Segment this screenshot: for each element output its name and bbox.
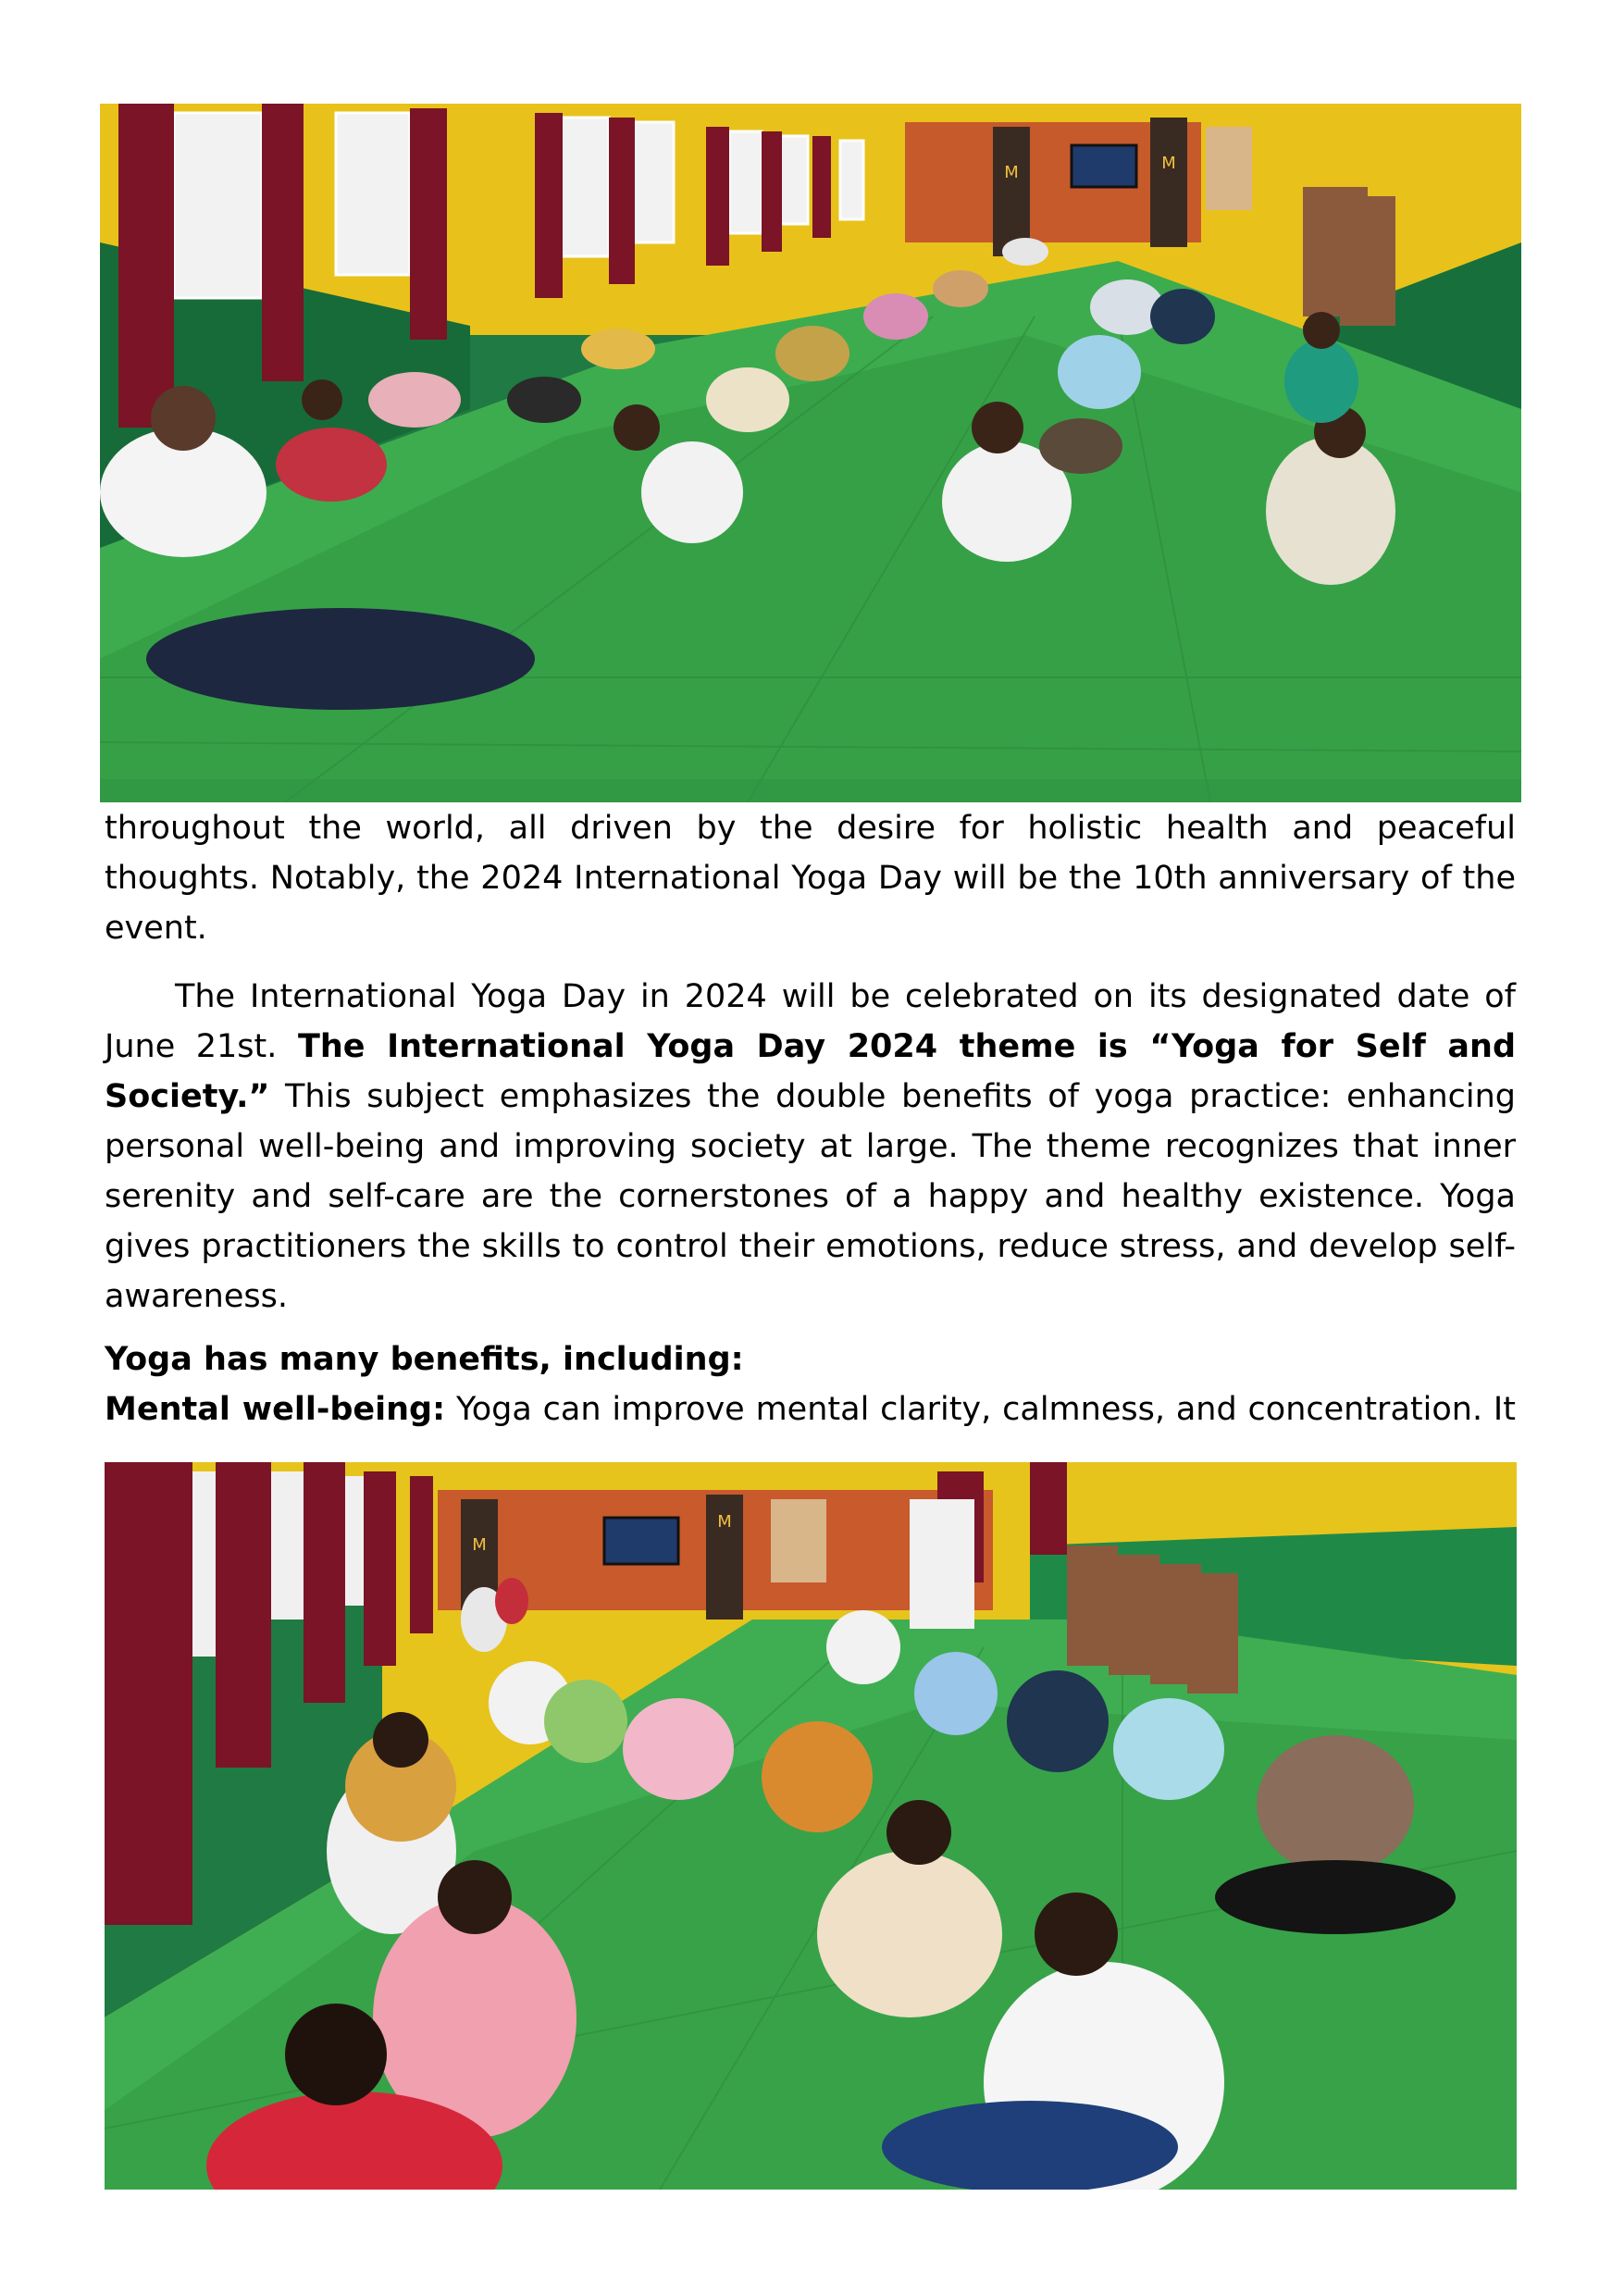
theme-statement: The International Yoga Day 2024 theme is “Yoga for Self and Society.”: [105, 1028, 1516, 1115]
theme-paragraph-body: This subject emphasizes the double benefits of yoga practice: enhancing personal well-being and improving society at large. The theme recognizes that inner serenity and self-care are the cornerstones of a happy and healthy existence. Yoga gives practitioners the skills to control their emotions, reduce stress, and develop self-awareness.: [105, 1078, 1516, 1315]
theme-paragraph: [105, 972, 1516, 1322]
mental-wellbeing-label: Mental well-being:: [105, 1391, 446, 1428]
svg-text:M: M: [1004, 163, 1019, 182]
mental-wellbeing-text: Yoga can improve mental clarity, calmness, and concentration. It: [445, 1391, 1516, 1428]
theme-paragraph-lead: The International Yoga Day in 2024 will be celebrated on its designated date of June 21st.: [105, 978, 1516, 1065]
svg-text:M: M: [1161, 154, 1176, 173]
mental-wellbeing-line: [105, 1384, 1516, 1434]
svg-text:M: M: [472, 1535, 487, 1555]
yoga-session-seated-stretch-photo: [105, 1462, 1517, 2190]
paragraph-continuation: throughout the world, all driven by the desire for holistic health and peaceful thoughts. Notably, the 2024 International Yoga Day will be the 10th anniversary of the event.: [105, 810, 1516, 947]
svg-text:M: M: [717, 1512, 732, 1532]
benefits-heading: Yoga has many benefits, including:: [105, 1341, 744, 1378]
yoga-session-cobra-pose-photo: [100, 104, 1521, 802]
